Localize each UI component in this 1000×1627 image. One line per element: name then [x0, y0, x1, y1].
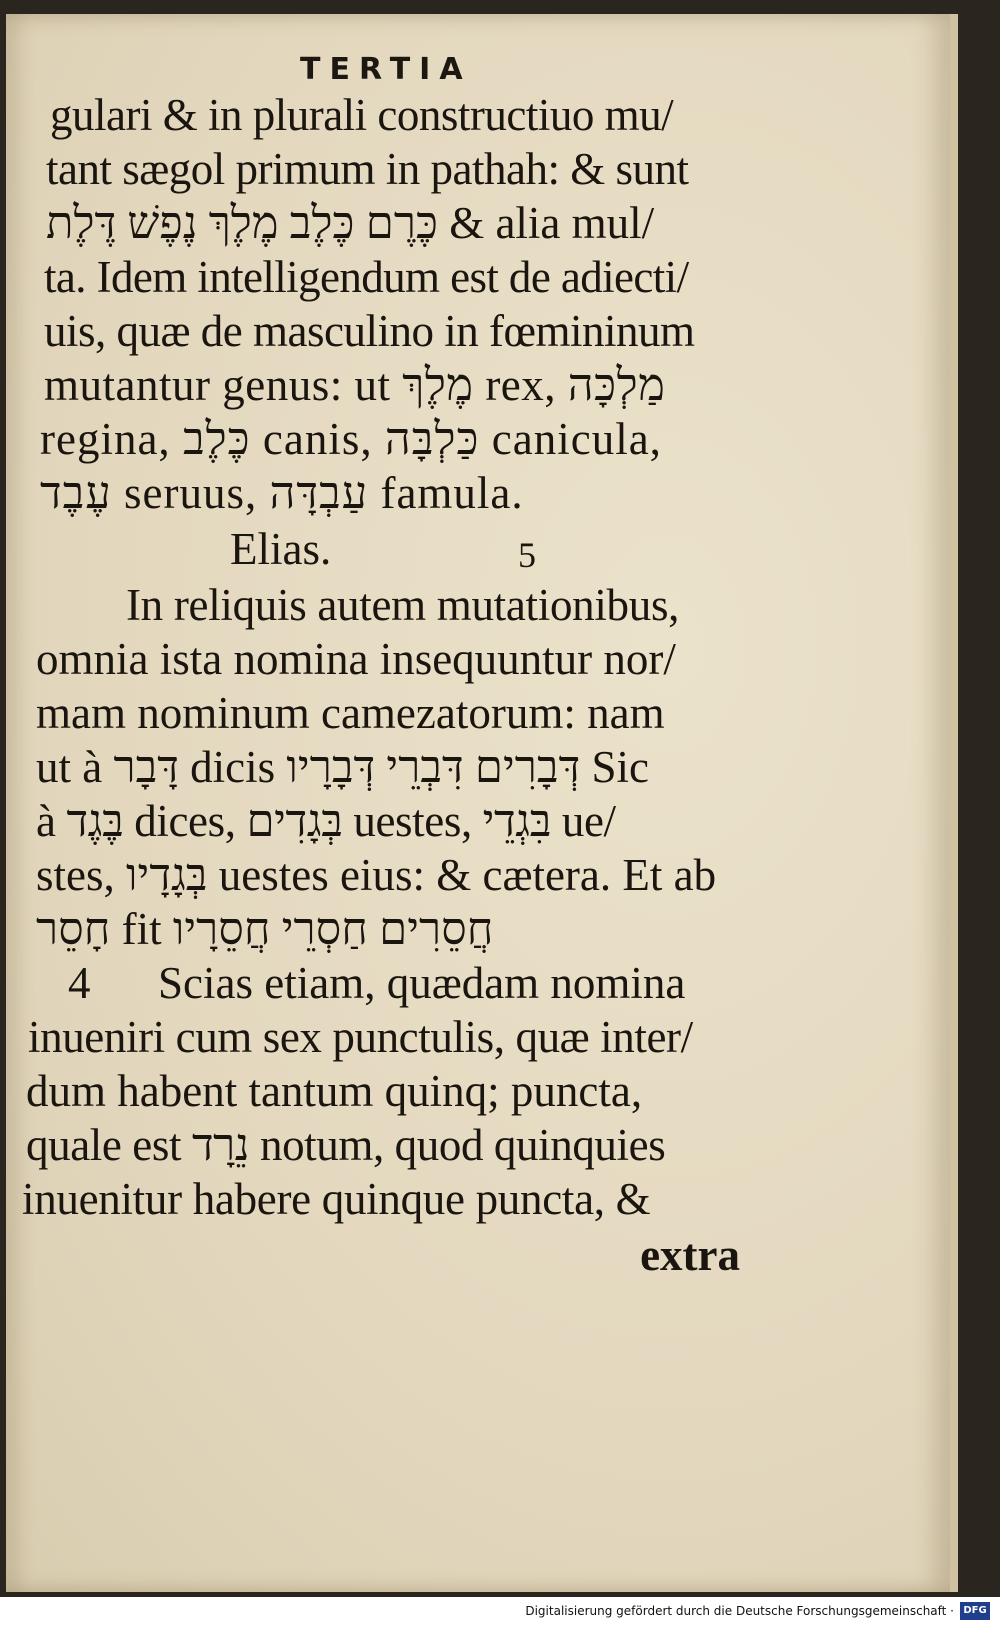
text-line: quale est נֵרָד notum, quod quinquies: [26, 1120, 666, 1170]
text-line: tant sægol primum in pathah: & sunt: [46, 144, 689, 194]
text-line: ta. Idem intelligendum est de adiecti/: [44, 252, 689, 302]
text-line: gulari & in plurali constructiuo mu/: [50, 90, 674, 140]
text-line: dum habent tantum quinq; puncta,: [26, 1066, 643, 1116]
page-text: [22, 88, 800, 1284]
text-line: regina, כֶּלֶב canis, כַּלְבָּה canicula,: [40, 414, 662, 464]
section-number: 5: [518, 535, 536, 575]
text-line: ut à דָּבָר dicis דְּבָרִים דִּבְרֵי דְּבָרָיו Sic: [36, 742, 649, 792]
text-line: mutantur genus: ut מֶלֶךְ rex, מַלְכָּה: [44, 360, 666, 410]
running-head: TERTIA: [300, 52, 472, 87]
funding-credit: Digitalisierung gefördert durch die Deutsche Forschungsgemeinschaft ·: [525, 1604, 954, 1618]
text-line: à בֶּגֶד dices, בְּגָדִים uestes, בִּגְדֵי ue/: [36, 796, 616, 846]
dfg-logo: DFG: [960, 1602, 990, 1620]
text-line: Scias etiam, quædam nomina: [158, 958, 686, 1008]
text-line: inuenitur habere quinque puncta, &: [22, 1174, 651, 1224]
item-line: [28, 956, 800, 1010]
page-edge: [950, 14, 958, 1592]
section-heading: Elias.: [230, 524, 332, 574]
text-line: stes, בְּגָדָיו uestes eius: & cætera. Et ab: [36, 850, 717, 900]
text-line: inueniri cum sex punctulis, quæ inter/: [28, 1012, 693, 1062]
text-line: חָסֵר fit חֲסֵרִים חַסְרֵי חֲסֵרָיו: [36, 904, 494, 954]
catchword: extra: [640, 1230, 740, 1280]
text-line: כֶּרֶם כֶּלֶב מֶלֶךְ נֶפֶשׁ דֶּלֶת & alia mul/: [46, 198, 655, 248]
footer-bar: [0, 1597, 1000, 1627]
section-heading-row: [40, 520, 800, 578]
text-line: עֶבֶד seruus, עַבְדָּה famula.: [40, 468, 524, 518]
text-line: In reliquis autem mutationibus,: [126, 580, 680, 630]
item-number: 4: [68, 958, 91, 1008]
text-line: uis, quæ de masculino in fœmininum: [44, 306, 695, 356]
text-line: mam nominum camezatorum: nam: [36, 688, 665, 738]
text-line: omnia ista nomina insequuntur nor/: [36, 634, 676, 684]
